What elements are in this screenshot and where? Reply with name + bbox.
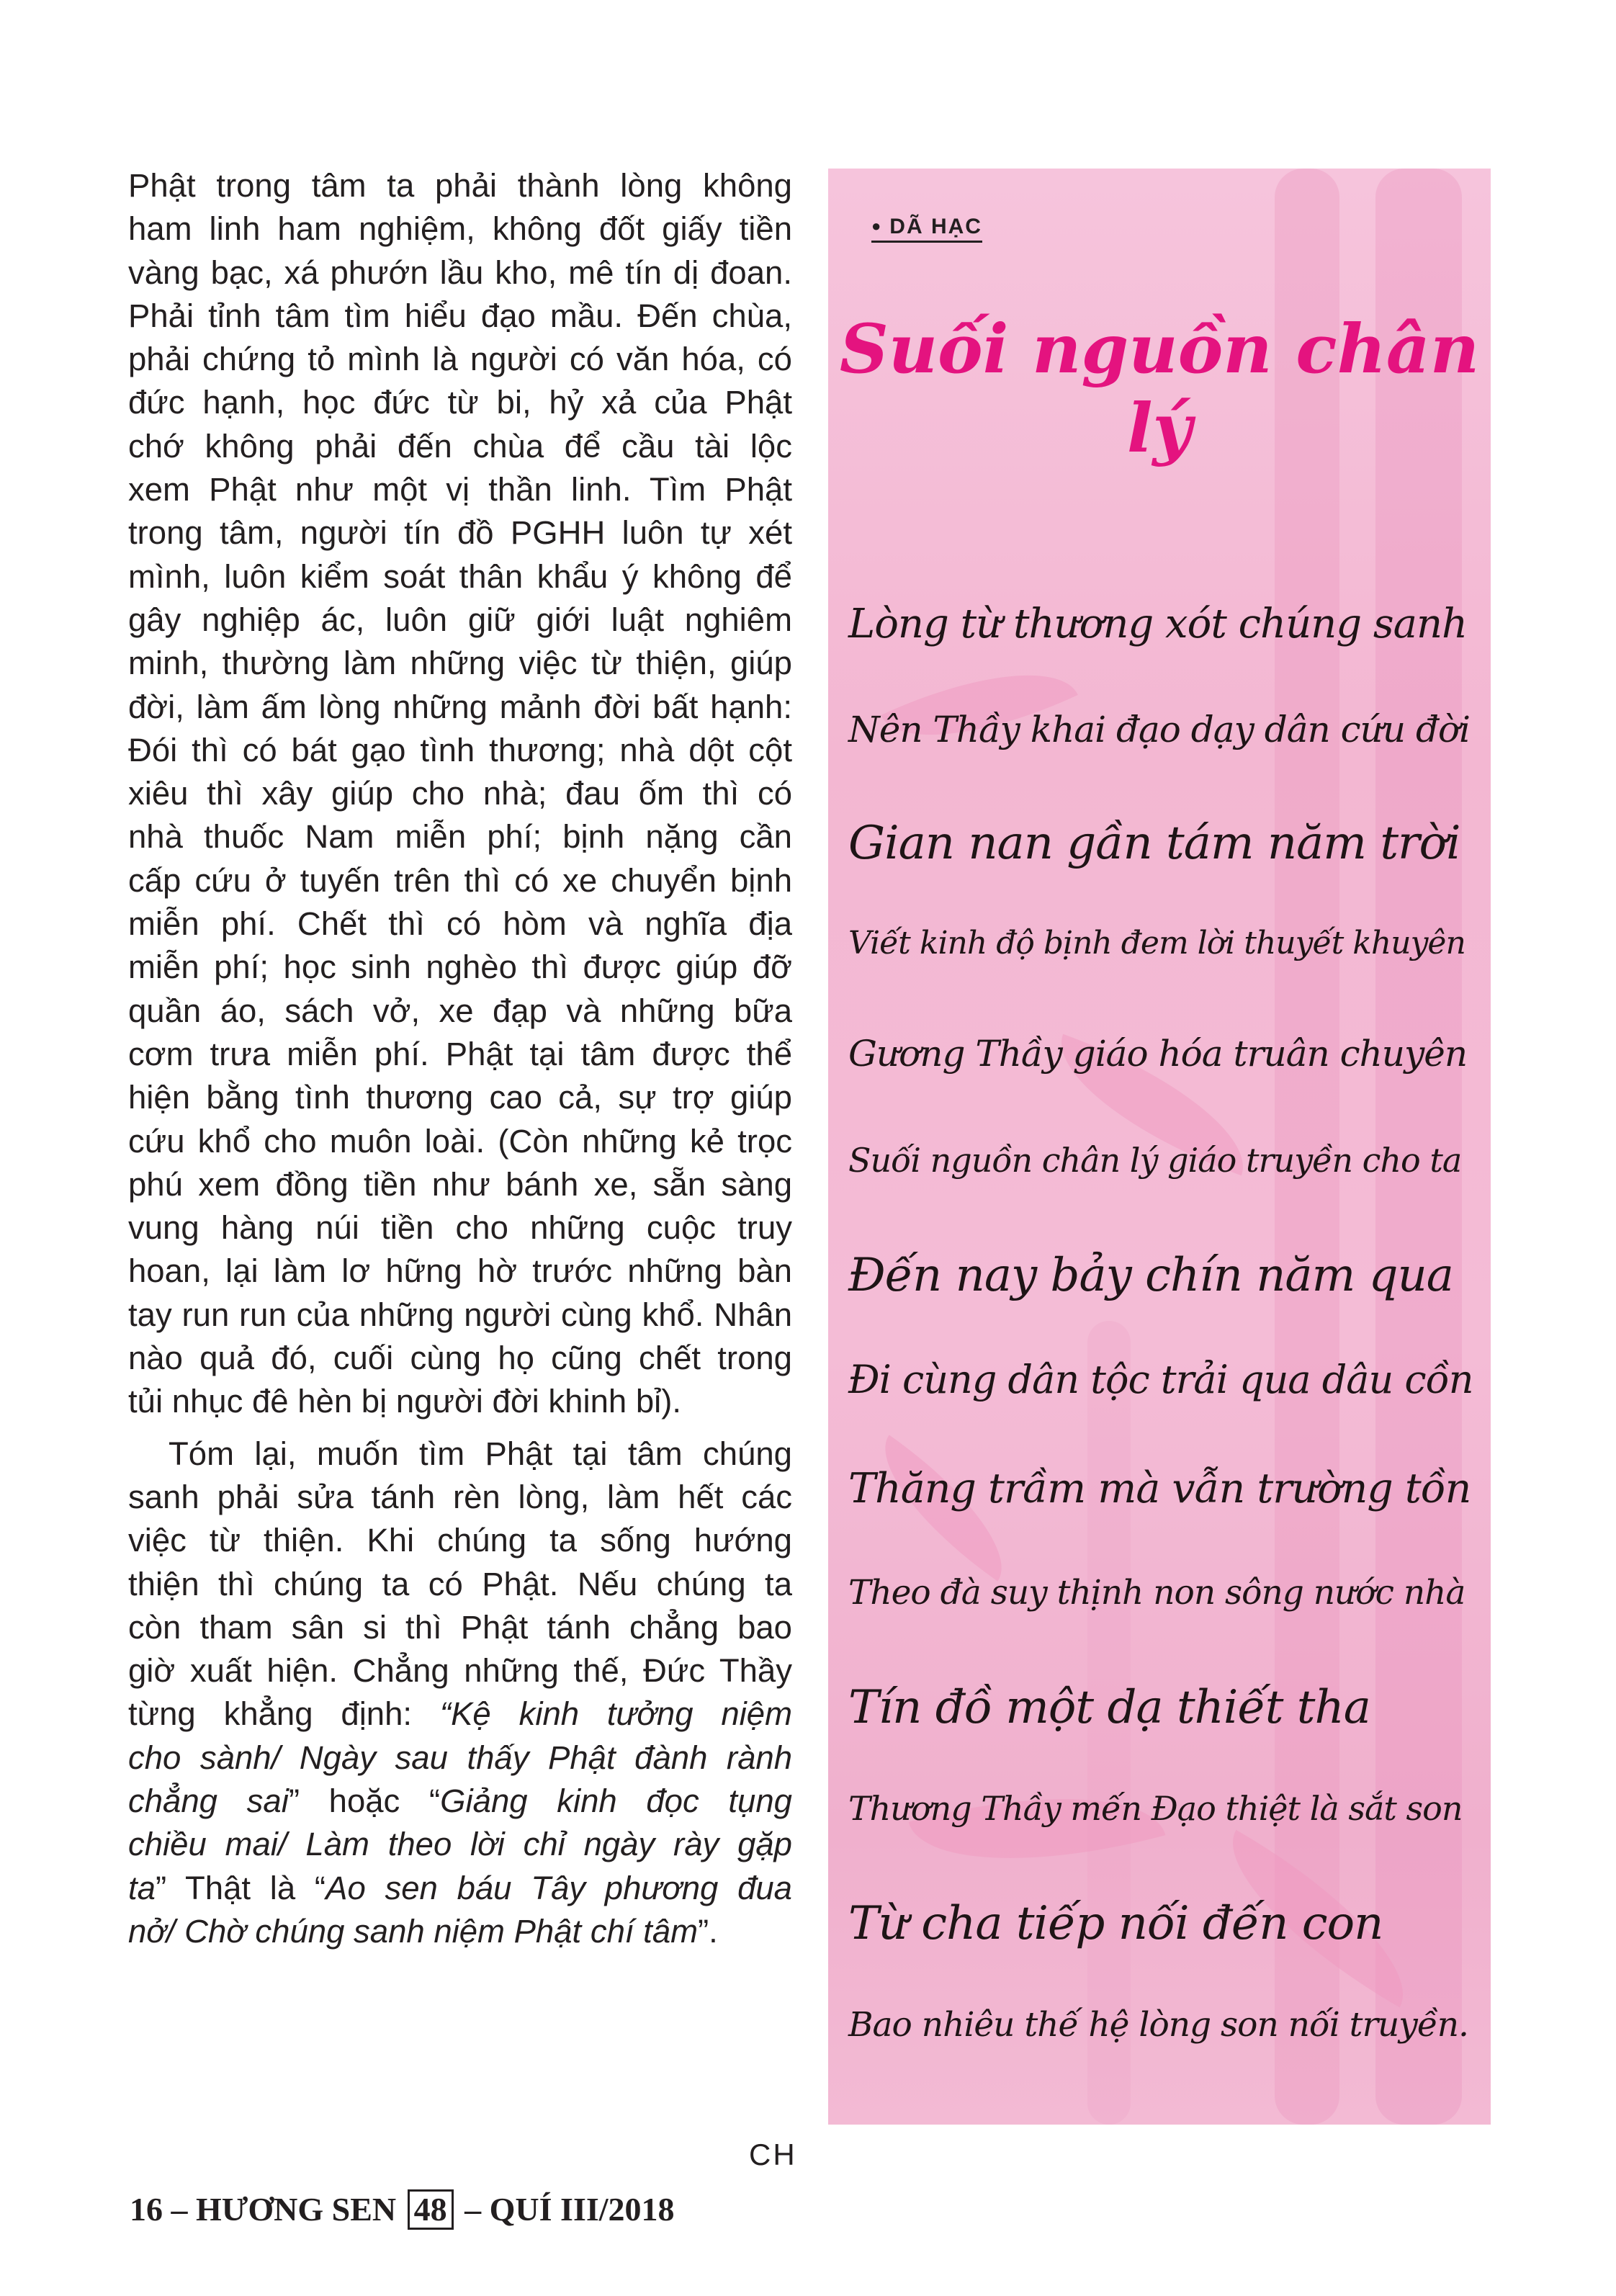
article-paragraph-2 [128,1432,792,1954]
issue-period: QUÍ III/2018 [489,2191,675,2228]
article-line: hiện bằng tình thương cao cả, sự trợ giúp [128,1079,792,1116]
author-signature: CH [749,2138,797,2171]
page-number: 16 [130,2191,163,2228]
article-line: hoan, lại làm lơ hững hờ trước những bàn [128,1252,792,1290]
poem-line: Gương Thầy giáo hóa truân chuyên [848,1033,1468,1075]
quote-run: Ao sen báu Tây phương đua [326,1869,792,1906]
poem-line: Suối nguồn chân lý giáo truyền cho ta [848,1141,1462,1180]
quote-run: ta [128,1869,156,1906]
issue-number: 48 [408,2189,454,2230]
quote-run: nở/ Chờ chúng sanh niệm Phật chí tâm [128,1912,699,1950]
article-line: miễn phí; học sinh nghèo thì được giúp đỡ [128,949,792,986]
article-line: giờ xuất hiện. Chẳng những thế, Đức Thầy [128,1652,792,1690]
article-line: còn tham sân si thì Phật tánh chẳng bao [128,1608,792,1646]
text-run: ” Thật là “ [155,1869,326,1906]
article-line: sanh phải sửa tánh rèn lòng, làm hết các [128,1478,792,1515]
article-line: xem Phật như một vị thần linh. Tìm Phật [128,471,792,508]
article-line: mình, luôn kiểm soát thân khẩu ý không để [128,557,792,595]
poem-line: Đi cùng dân tộc trải qua dâu cồn [848,1357,1473,1402]
poem-line: Tín đồ một dạ thiết tha [848,1681,1370,1734]
article-line: nào quả đó, cuối cùng họ cũng chết trong [128,1340,792,1377]
text-run: từng khẳng định: [128,1695,440,1733]
footer-separator: – [456,2191,490,2228]
footer-separator: – [163,2191,196,2228]
text-run: ” hoặc “ [288,1782,441,1819]
article-line: nhà thuốc Nam miễn phí; bịnh nặng cần [128,818,792,856]
article-column [128,164,792,1953]
article-line: minh, thường làm những việc từ thiện, giúp [128,645,792,682]
poem-line: Thăng trầm mà vẫn trường tồn [848,1465,1471,1512]
article-line: Phật trong tâm ta phải thành lòng không [128,167,792,204]
magazine-name: HƯƠNG SEN [196,2191,397,2228]
article-line: cơm trưa miễn phí. Phật tại tâm được thể [128,1035,792,1072]
article-line: miễn phí. Chết thì có hòm và nghĩa địa [128,905,792,943]
poem-line: Đến nay bảy chín năm qua [848,1249,1453,1302]
article-line: phú xem đồng tiền như bánh xe, sẵn sàng [128,1165,792,1203]
article-line: Tóm lại, muốn tìm Phật tại tâm chúng [169,1435,792,1472]
poem-line: Theo đà suy thịnh non sông nước nhà [848,1573,1465,1613]
article-line: đức hạnh, học đức từ bi, hỷ xả của Phật [128,384,792,421]
article-line: Đói thì có bát gạo tình thương; nhà dột cột [128,731,792,768]
poem-title: Suối nguồn chân lý [839,310,1480,468]
poem-line: Nên Thầy khai đạo dạy dân cứu đời [848,709,1471,750]
poem-line: Thương Thầy mến Đạo thiệt là sắt son [848,1789,1463,1828]
article-line: cứu khổ cho muôn loài. (Còn những kẻ trọc [128,1122,792,1160]
article-line [128,1780,792,1823]
quote-run: “Kệ kinh tưởng niệm [439,1695,792,1733]
article-line: đời, làm ấm lòng những mảnh đời bất hạnh: [128,688,792,725]
poem-line: Gian nan gần tám năm trời [848,817,1460,870]
article-line [128,1910,792,1953]
article-line: quần áo, sách vở, xe đạp và những bữa [128,992,792,1029]
bullet-icon: ● [871,217,883,235]
article-line: gây nghiệp ác, luôn giữ giới luật nghiêm [128,601,792,638]
article-line: việc từ thiện. Khi chúng ta sống hướng [128,1522,792,1559]
article-line: thiện thì chúng ta có Phật. Nếu chúng ta [128,1565,792,1602]
poem-line: Từ cha tiếp nối đến con [848,1897,1383,1950]
poem-panel [828,169,1491,2125]
article-line [128,1692,792,1736]
article-line: tay run run của những người cùng khổ. Nhân [128,1296,792,1333]
article-line: vàng bạc, xá phướn lầu kho, mê tín dị đoan. [128,254,792,291]
poem-line: Lòng từ thương xót chúng sanh [848,601,1468,647]
article-line: ham linh ham nghiệm, không đốt giấy tiền [128,210,792,248]
quote-run: chẳng sai [128,1782,289,1819]
poem-author: DÃ HẠC [889,215,982,238]
article-line: Phải tỉnh tâm tìm hiểu đạo mầu. Đến chùa, [128,297,792,334]
poem-line: Viết kinh độ bịnh đem lời thuyết khuyên [848,925,1465,961]
article-line: tủi nhục đê hèn bị người đời khinh bỉ). [128,1383,682,1420]
article-line: cấp cứu ở tuyến trên thì có xe chuyển bịnh [128,861,792,899]
text-run: ”. [698,1912,718,1950]
article-line [128,1867,792,1910]
article-line: trong tâm, người tín đồ PGHH luôn tự xét [128,514,792,552]
page-footer [130,2189,675,2230]
article-line: xiêu thì xây giúp cho nhà; đau ốm thì có [128,775,792,812]
poem-author-byline [871,215,982,243]
poem-line: Bao nhiêu thế hệ lòng son nối truyền. [848,2005,1468,2045]
article-line: chớ không phải đến chùa để cầu tài lộc [128,427,792,465]
article-line-quote: chiều mai/ Làm theo lời chỉ ngày rày gặp [128,1826,792,1863]
article-line-quote: cho sành/ Ngày sau thấy Phật đành rành [128,1739,792,1776]
article-line: phải chứng tỏ mình là người có văn hóa, có [128,341,792,378]
quote-run: Giảng kinh đọc tụng [440,1782,792,1819]
article-line: vung hàng núi tiền cho những cuộc truy [128,1209,792,1247]
article-paragraph-1 [128,164,792,1424]
leaf-decoration [881,636,1078,773]
